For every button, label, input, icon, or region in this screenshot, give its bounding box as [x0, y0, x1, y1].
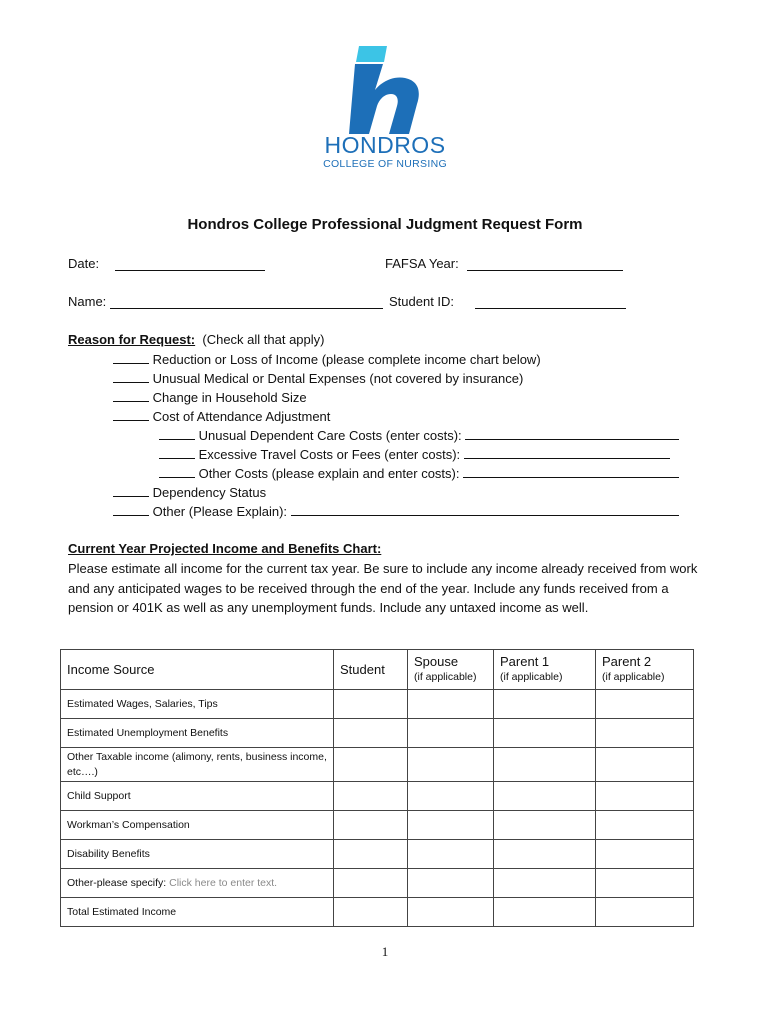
income-table: [60, 649, 694, 927]
student-cell[interactable]: [334, 898, 408, 927]
checkbox-line[interactable]: [113, 370, 149, 383]
col-spouse: Spouse (if applicable): [408, 650, 494, 690]
income-chart-heading: Current Year Projected Income and Benefits Chart:: [68, 541, 382, 556]
row-label: Other Taxable income (alimony, rents, business income, etc….): [61, 748, 334, 782]
fafsa-year-label: FAFSA Year:: [385, 256, 459, 271]
spouse-cell[interactable]: [408, 869, 494, 898]
date-field[interactable]: [115, 258, 265, 271]
col-parent2: Parent 2 (if applicable): [596, 650, 694, 690]
sub-item-label: Unusual Dependent Care Costs (enter costs):: [198, 428, 462, 443]
sub-item-other-costs: [159, 465, 679, 482]
row-label: Other-please specify:: [67, 877, 167, 889]
student-cell[interactable]: [334, 840, 408, 869]
student-id-label: Student ID:: [389, 294, 455, 309]
parent2-cell[interactable]: [596, 869, 694, 898]
reason-item-label: Change in Household Size: [152, 390, 307, 405]
table-row-total: [61, 898, 694, 927]
date-label: Date:: [68, 256, 100, 271]
reason-item-label: Dependency Status: [152, 485, 267, 500]
table-row: [61, 719, 694, 748]
parent2-cell[interactable]: [596, 690, 694, 719]
income-chart-description: Please estimate all income for the current tax year. Be sure to include any income already received from work and any anticipated wages to be received through the end of the year. Include any funds received from a pension or 401K as well as any unemployment funds. Include any untaxed income as well.: [68, 561, 698, 615]
checkbox-line[interactable]: [113, 351, 149, 364]
reason-item-label: Other (Please Explain):: [152, 504, 288, 519]
col-income-source: Income Source: [61, 650, 334, 690]
table-row: [61, 748, 694, 782]
student-cell[interactable]: [334, 782, 408, 811]
row-label: Child Support: [61, 782, 334, 811]
parent1-cell[interactable]: [494, 840, 596, 869]
reason-item-label: Unusual Medical or Dental Expenses (not covered by insurance): [152, 371, 524, 386]
parent2-cell[interactable]: [596, 811, 694, 840]
reason-heading: Reason for Request:: [68, 332, 196, 347]
reason-item-other: [113, 503, 679, 520]
parent2-cell[interactable]: [596, 719, 694, 748]
hondros-h-logo-icon: [349, 44, 429, 139]
checkbox-line[interactable]: [113, 484, 149, 497]
reason-item-medical: [113, 370, 523, 387]
table-row: [61, 811, 694, 840]
student-cell[interactable]: [334, 811, 408, 840]
parent1-cell[interactable]: [494, 690, 596, 719]
college-logo: [305, 40, 465, 175]
student-cell[interactable]: [334, 690, 408, 719]
parent1-cell[interactable]: [494, 748, 596, 782]
row-label-other: [61, 869, 334, 898]
student-cell[interactable]: [334, 719, 408, 748]
cost-field[interactable]: [464, 446, 670, 459]
explain-field[interactable]: [291, 503, 679, 516]
checkbox-line[interactable]: [113, 408, 149, 421]
parent1-cell[interactable]: [494, 869, 596, 898]
form-title: Hondros College Professional Judgment Request Form: [187, 216, 583, 233]
checkbox-line[interactable]: [159, 427, 195, 440]
logo-tagline: COLLEGE OF NURSING: [323, 158, 447, 170]
row-label: Estimated Wages, Salaries, Tips: [61, 690, 334, 719]
logo-brand: HONDROS: [324, 132, 446, 158]
checkbox-line[interactable]: [113, 389, 149, 402]
other-specify-input[interactable]: Click here to enter text.: [169, 877, 278, 889]
checkbox-line[interactable]: [159, 465, 195, 478]
parent1-cell[interactable]: [494, 898, 596, 927]
spouse-cell[interactable]: [408, 782, 494, 811]
row-label: Total Estimated Income: [61, 898, 334, 927]
cost-field[interactable]: [465, 427, 679, 440]
parent1-cell[interactable]: [494, 719, 596, 748]
spouse-cell[interactable]: [408, 811, 494, 840]
table-row: [61, 690, 694, 719]
table-row: [61, 840, 694, 869]
row-label: Estimated Unemployment Benefits: [61, 719, 334, 748]
student-cell[interactable]: [334, 748, 408, 782]
sub-item-label: Excessive Travel Costs or Fees (enter costs):: [198, 447, 461, 462]
reason-note: (Check all that apply): [202, 332, 325, 347]
cost-field[interactable]: [463, 465, 679, 478]
parent2-cell[interactable]: [596, 748, 694, 782]
parent2-cell[interactable]: [596, 898, 694, 927]
reason-item-household: [113, 389, 307, 406]
parent2-cell[interactable]: [596, 782, 694, 811]
sub-item-label: Other Costs (please explain and enter costs):: [198, 466, 460, 481]
student-cell[interactable]: [334, 869, 408, 898]
table-row: [61, 782, 694, 811]
checkbox-line[interactable]: [159, 446, 195, 459]
student-id-field[interactable]: [475, 296, 626, 309]
parent2-cell[interactable]: [596, 840, 694, 869]
name-label: Name:: [68, 294, 107, 309]
table-row: [61, 869, 694, 898]
sub-item-dependent-care: [159, 427, 679, 444]
reason-item-coa: [113, 408, 330, 425]
fafsa-year-field[interactable]: [467, 258, 623, 271]
reason-item-income-loss: [113, 351, 541, 368]
spouse-cell[interactable]: [408, 719, 494, 748]
row-label: Workman’s Compensation: [61, 811, 334, 840]
page-number: 1: [381, 944, 389, 959]
spouse-cell[interactable]: [408, 690, 494, 719]
col-student: Student: [334, 650, 408, 690]
reason-item-dependency: [113, 484, 266, 501]
spouse-cell[interactable]: [408, 840, 494, 869]
checkbox-line[interactable]: [113, 503, 149, 516]
parent1-cell[interactable]: [494, 811, 596, 840]
reason-item-label: Cost of Attendance Adjustment: [152, 409, 331, 424]
spouse-cell[interactable]: [408, 898, 494, 927]
reason-item-label: Reduction or Loss of Income (please complete income chart below): [152, 352, 541, 367]
sub-item-travel: [159, 446, 670, 463]
spouse-cell[interactable]: [408, 748, 494, 782]
reason-heading-row: [68, 332, 325, 348]
col-parent1: Parent 1 (if applicable): [494, 650, 596, 690]
table-header-row: [61, 650, 694, 690]
name-field[interactable]: [110, 296, 383, 309]
row-label: Disability Benefits: [61, 840, 334, 869]
parent1-cell[interactable]: [494, 782, 596, 811]
